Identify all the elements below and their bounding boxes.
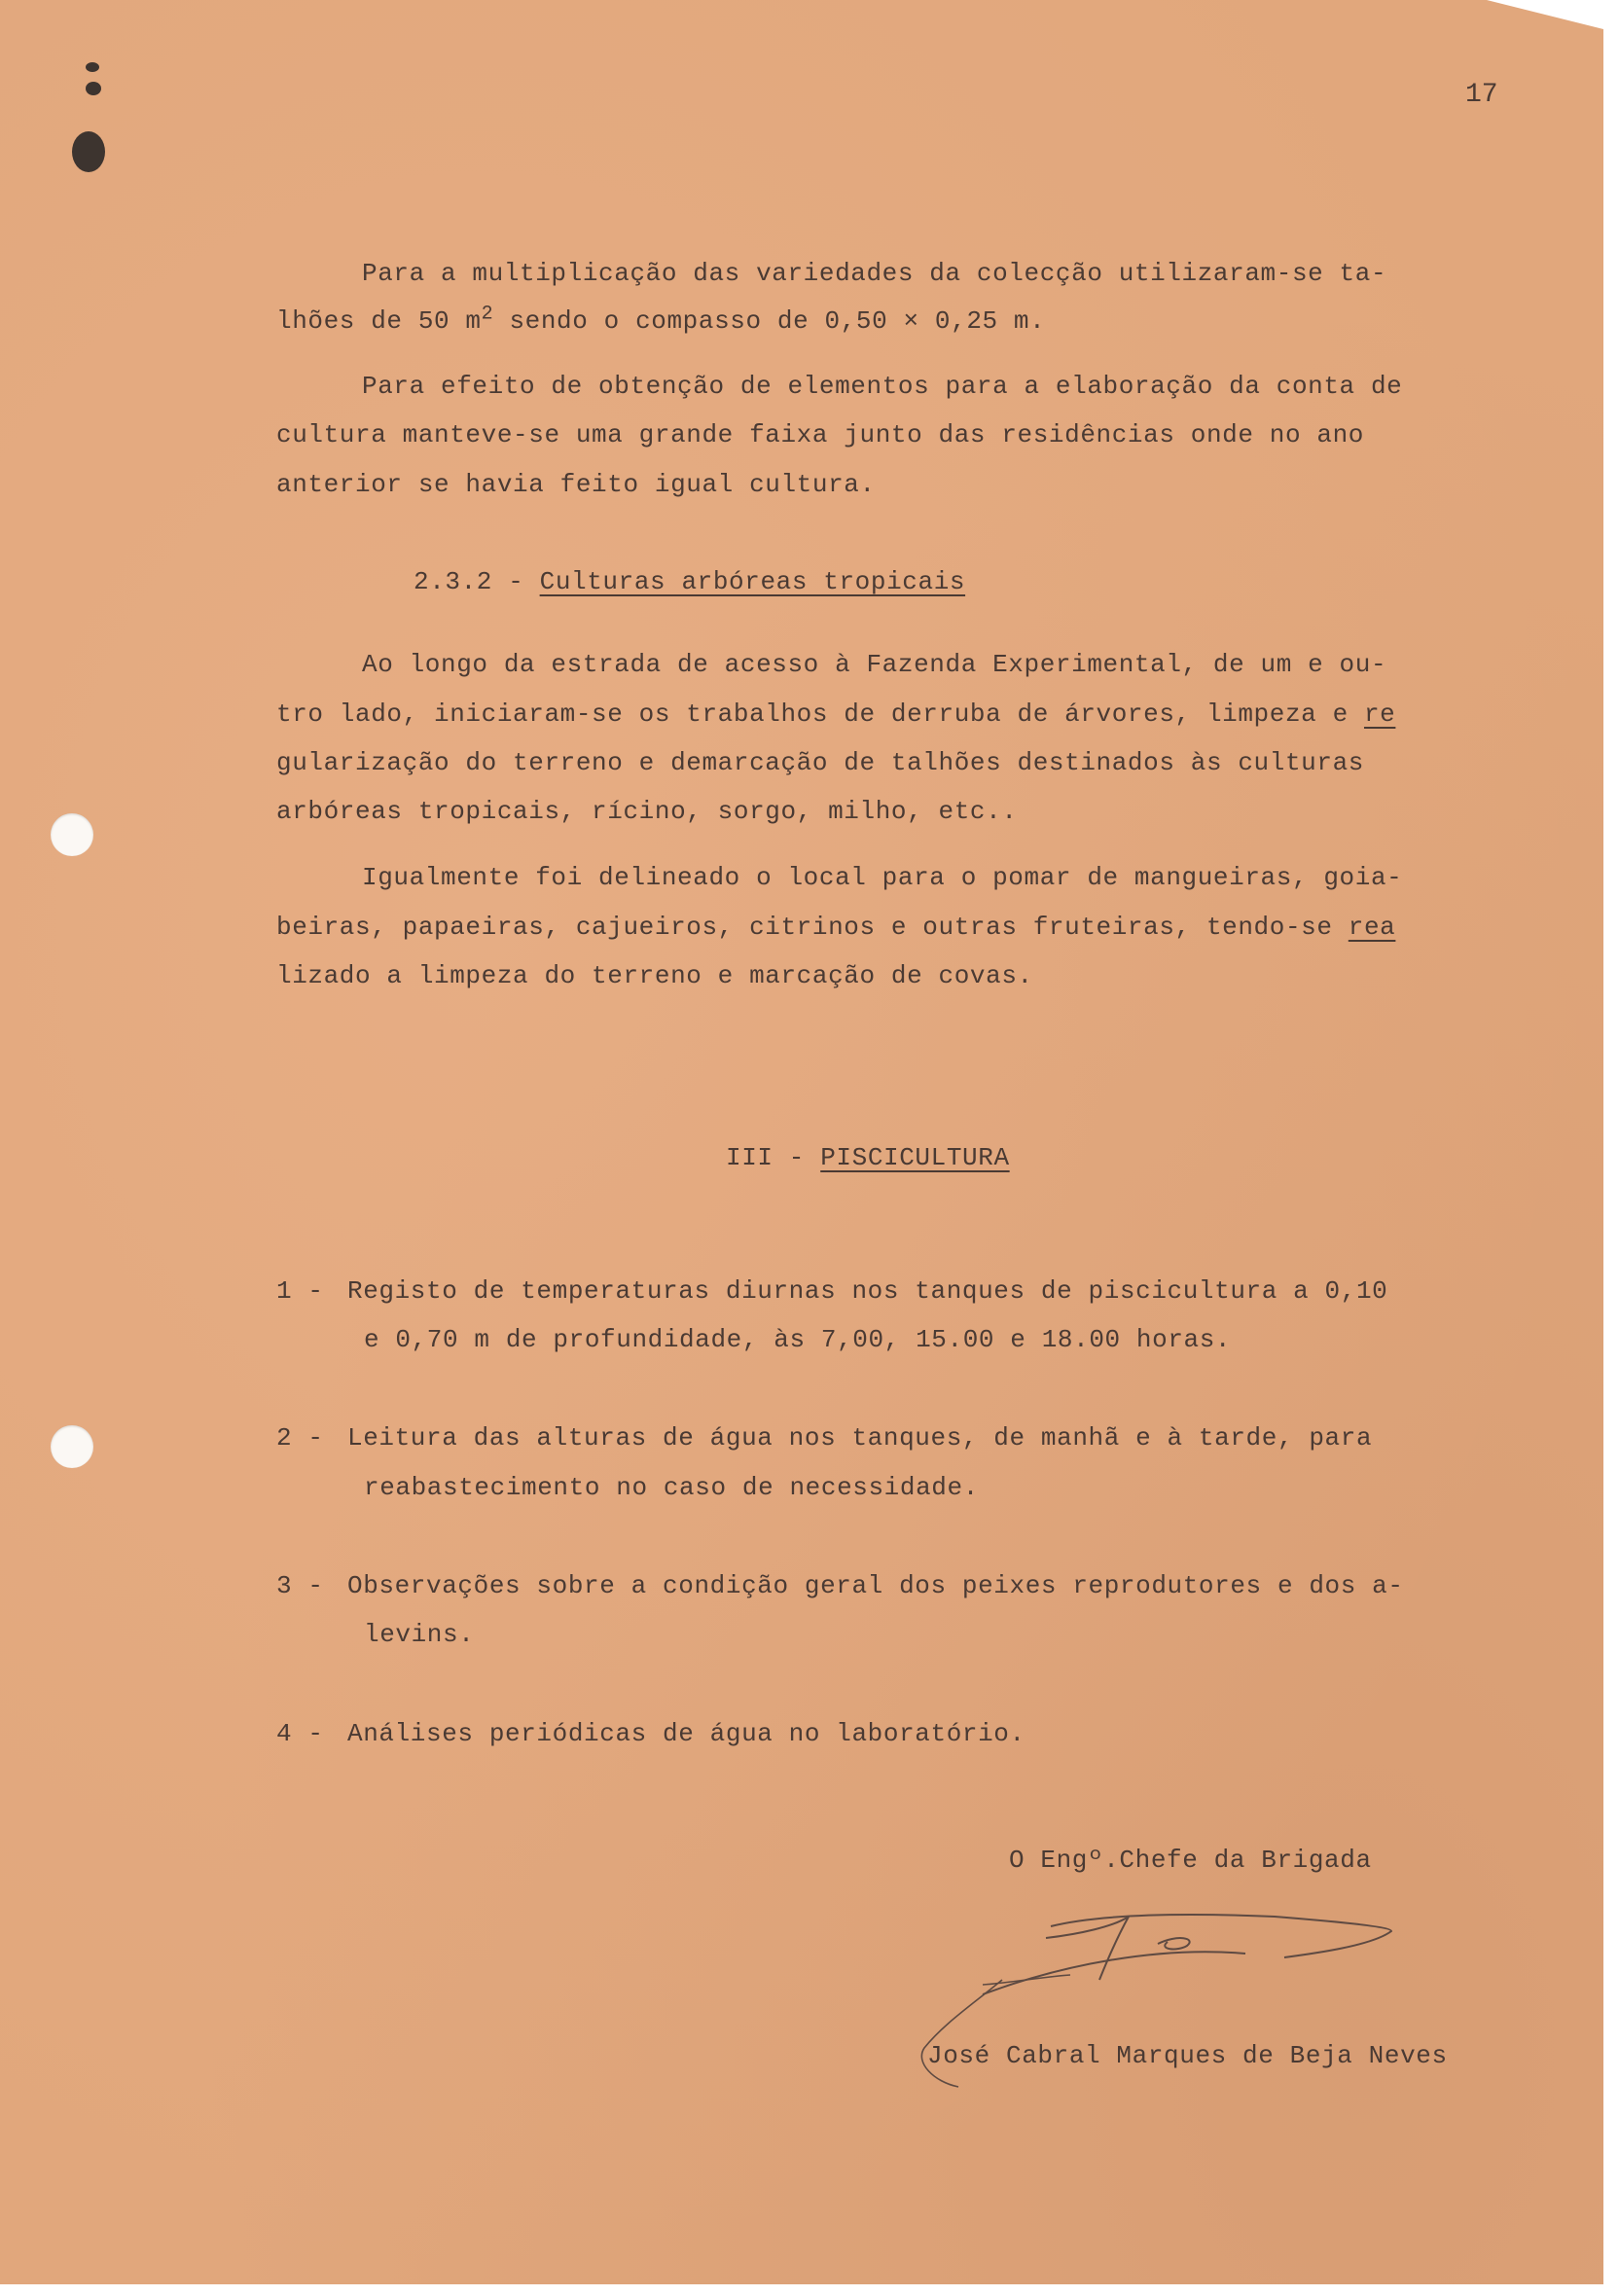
section-number: 2.3.2 -: [414, 567, 540, 596]
text-segment: tro lado, iniciaram-se os trabalhos de derruba de árvores, limpeza e: [276, 700, 1364, 729]
list-item-number: 4 -: [276, 1719, 324, 1748]
paragraph-line: Ao longo da estrada de acesso à Fazenda Experimental, de um e ou-: [362, 650, 1387, 679]
page-number: 17: [1465, 80, 1498, 110]
ink-mark: [72, 131, 105, 172]
punch-hole: [51, 813, 93, 856]
paragraph-line: lizado a limpeza do terreno e marcação de covas.: [276, 961, 1033, 990]
section-number: III -: [726, 1143, 821, 1172]
paragraph-line: anterior se havia feito igual cultura.: [276, 470, 876, 499]
list-item-line: Análises periódicas de água no laboratório.: [347, 1719, 1025, 1748]
section-heading: [414, 557, 965, 607]
section-title: Culturas arbóreas tropicais: [539, 567, 966, 596]
paragraph-line: [276, 690, 1395, 739]
list-item-number: 1 -: [276, 1276, 324, 1306]
paragraph-line: [276, 903, 1395, 952]
list-item-number: 3 -: [276, 1571, 324, 1600]
folded-corner: [1487, 0, 1603, 29]
text-segment: rea: [1348, 913, 1396, 942]
list-item-line: Registo de temperaturas diurnas nos tanques de piscicultura a 0,10: [347, 1276, 1388, 1306]
list-item-line: Observações sobre a condição geral dos peixes reprodutores e dos a-: [347, 1571, 1404, 1600]
superscript: 2: [481, 303, 494, 326]
signatory-role: O Engº.Chefe da Brigada: [1009, 1846, 1372, 1875]
list-item-line: e 0,70 m de profundidade, às 7,00, 15.00 e 18.00 horas.: [364, 1325, 1232, 1354]
text-segment: re: [1363, 700, 1396, 729]
list-item-number: 2 -: [276, 1423, 324, 1453]
list-item-line: Leitura das alturas de água nos tanques, de manhã e à tarde, para: [347, 1423, 1373, 1453]
section-title: PISCICULTURA: [820, 1143, 1010, 1172]
ink-mark: [86, 62, 99, 72]
page-edge: [1603, 0, 1619, 2296]
paragraph-line: Para a multiplicação das variedades da colecção utilizaram-se ta-: [362, 259, 1387, 288]
list-item-line: levins.: [364, 1620, 475, 1649]
punch-hole: [51, 1425, 93, 1468]
paragraph-line: arbóreas tropicais, rícino, sorgo, milho, etc..: [276, 797, 1018, 826]
paragraph-line: [276, 297, 1045, 346]
signatory-name: José Cabral Marques de Beja Neves: [927, 2041, 1448, 2070]
paragraph-line: Igualmente foi delineado o local para o pomar de mangueiras, goia-: [362, 863, 1403, 892]
text-segment: sendo o compasso de 0,50 × 0,25 m.: [493, 306, 1046, 336]
paragraph-line: Para efeito de obtenção de elementos para a elaboração da conta de: [362, 372, 1403, 401]
text-segment: beiras, papaeiras, cajueiros, citrinos e outras fruteiras, tendo-se: [276, 913, 1349, 942]
paragraph-line: cultura manteve-se uma grande faixa junto das residências onde no ano: [276, 420, 1364, 449]
text-segment: lhões de 50 m: [276, 306, 482, 336]
ink-mark: [86, 82, 101, 95]
list-item-line: reabastecimento no caso de necessidade.: [364, 1473, 979, 1502]
paragraph-line: gularização do terreno e demarcação de talhões destinados às culturas: [276, 748, 1364, 777]
section-heading: [726, 1133, 1010, 1183]
